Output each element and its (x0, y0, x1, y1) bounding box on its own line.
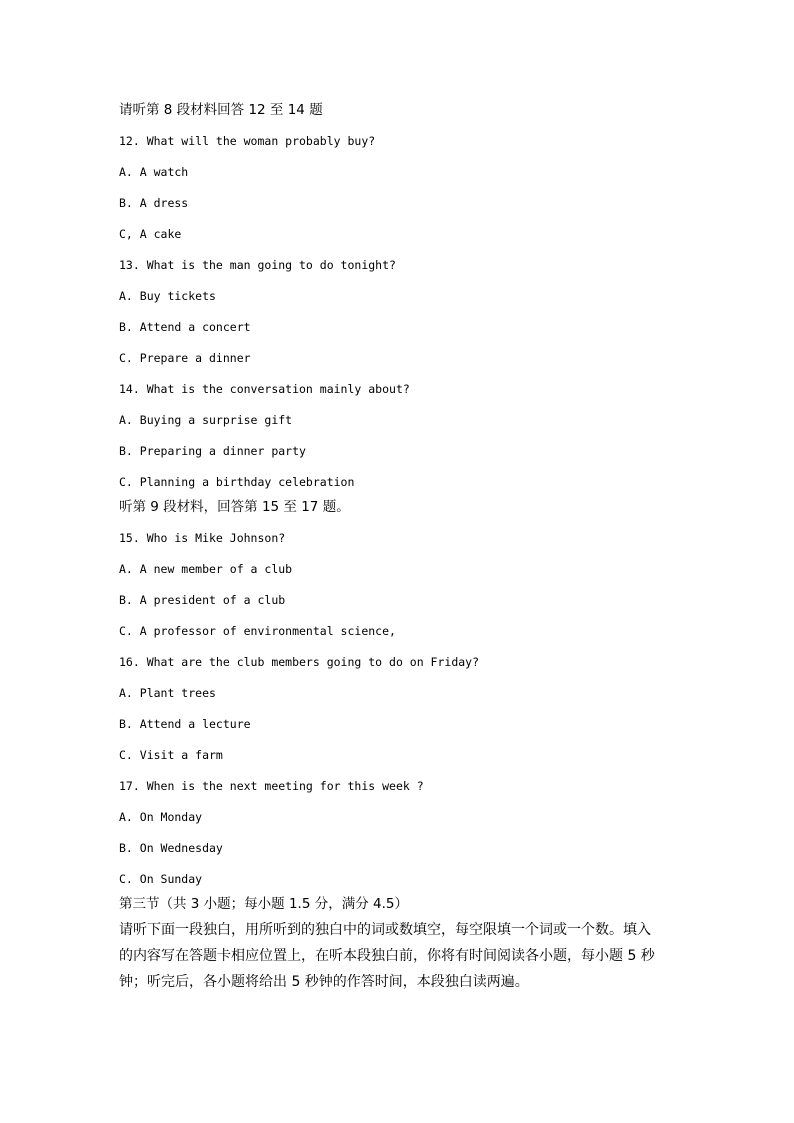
question-14: 14. What is the conversation mainly about? (119, 382, 410, 396)
option-13-a: A. Buy tickets (119, 289, 216, 303)
option-14-b: B. Preparing a dinner party (119, 444, 306, 458)
option-15-a: A. A new member of a club (119, 562, 293, 576)
part-3-heading: 第三节（共 3 小题；每小题 1.5 分，满分 4.5） (119, 896, 408, 912)
question-13: 13. What is the man going to do tonight? (119, 258, 396, 272)
question-15: 15. Who is Mike Johnson? (119, 531, 286, 545)
option-13-b: B. Attend a concert (119, 320, 251, 334)
option-17-a: A. On Monday (119, 810, 203, 824)
option-17-c: C. On Sunday (119, 872, 203, 886)
option-17-b: B. On Wednesday (119, 841, 223, 855)
part-3-instruction: 请听下面一段独白，用所听到的独白中的词或数填空，每空限填一个词或一个数。填入的内容写在答题卡相应位置上，在听本段独白前，你将有时间阅读各小题，每小题 5 秒钟；听完后，各小题将给出 5 秒钟的作答时间，本段独白读两遍。 (119, 922, 655, 990)
option-16-b: B. Attend a lecture (119, 717, 251, 731)
question-17: 17. When is the next meeting for this week ? (119, 779, 424, 793)
option-12-c: C, A cake (119, 227, 182, 241)
question-16: 16. What are the club members going to do on Friday? (119, 655, 480, 669)
document-page (119, 101, 679, 995)
section-8-heading: 请听第 8 段材料回答 12 至 14 题 (119, 102, 323, 118)
option-12-a: A. A watch (119, 165, 189, 179)
option-12-b: B. A dress (119, 196, 189, 210)
question-12: 12. What will the woman probably buy? (119, 134, 376, 148)
option-13-c: C. Prepare a dinner (119, 351, 251, 365)
option-16-a: A. Plant trees (119, 686, 216, 700)
option-14-c: C. Planning a birthday celebration (119, 475, 355, 489)
option-16-c: C. Visit a farm (119, 748, 223, 762)
section-9-heading: 听第 9 段材料，回答第 15 至 17 题。 (119, 499, 350, 515)
option-15-b: B. A president of a club (119, 593, 286, 607)
option-14-a: A. Buying a surprise gift (119, 413, 293, 427)
option-15-c: C. A professor of environmental science, (119, 624, 396, 638)
